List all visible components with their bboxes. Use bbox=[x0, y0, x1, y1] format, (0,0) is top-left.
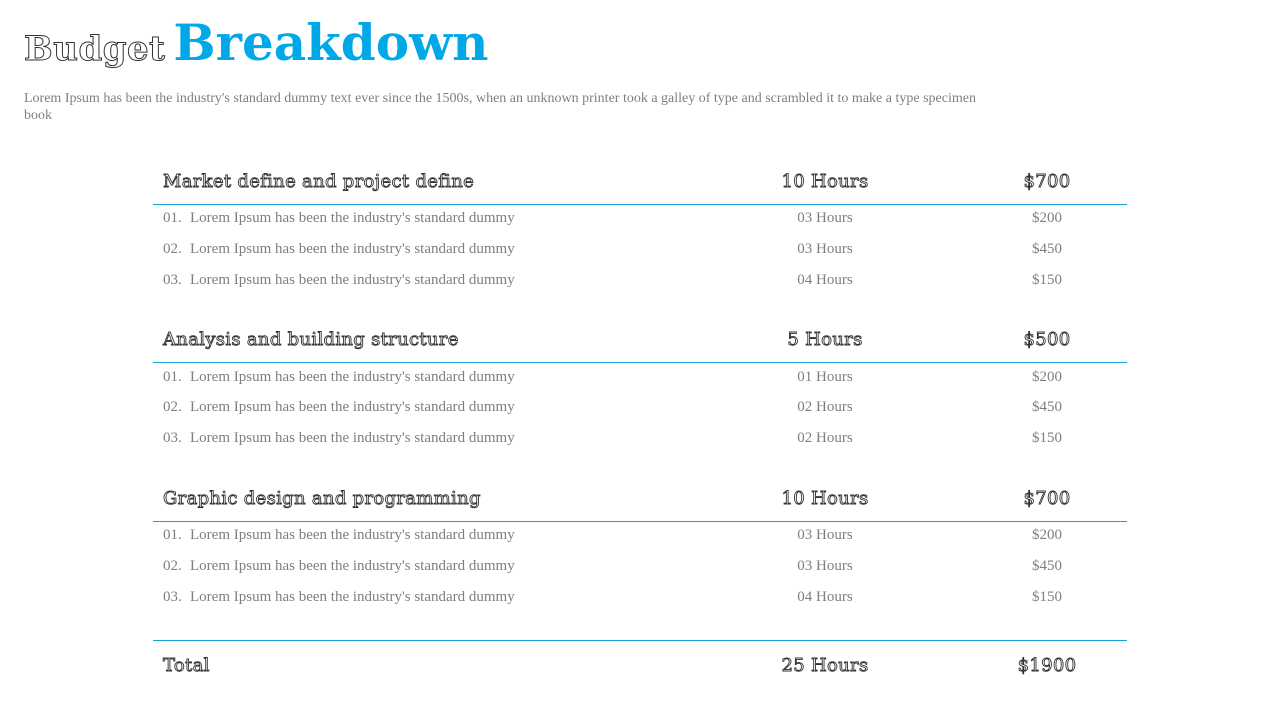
item-description: Lorem Ipsum has been the industry's standard dummy bbox=[190, 558, 515, 574]
item-description: Lorem Ipsum has been the industry's standard dummy bbox=[190, 210, 515, 226]
title-accent-word: Breakdown bbox=[173, 13, 489, 72]
section-cost: $500 bbox=[1023, 329, 1071, 350]
item-number: 03. bbox=[163, 430, 182, 446]
item-number: 02. bbox=[163, 558, 182, 574]
item-hours: 03 Hours bbox=[797, 210, 853, 226]
total-divider bbox=[153, 640, 1127, 641]
item-hours: 04 Hours bbox=[797, 589, 853, 605]
section-title: Market define and project define bbox=[163, 171, 475, 192]
item-hours: 03 Hours bbox=[797, 241, 853, 257]
item-number: 01. bbox=[163, 527, 182, 543]
item-number: 02. bbox=[163, 399, 182, 415]
item-description: Lorem Ipsum has been the industry's standard dummy bbox=[190, 430, 515, 446]
section-cost: $700 bbox=[1023, 488, 1071, 509]
section-title: Analysis and building structure bbox=[163, 329, 459, 350]
item-hours: 03 Hours bbox=[797, 527, 853, 543]
item-number: 01. bbox=[163, 210, 182, 226]
total-label: Total bbox=[163, 655, 210, 676]
item-hours: 04 Hours bbox=[797, 272, 853, 288]
item-description: Lorem Ipsum has been the industry's standard dummy bbox=[190, 369, 515, 385]
item-description: Lorem Ipsum has been the industry's standard dummy bbox=[190, 527, 515, 543]
item-cost: $150 bbox=[1032, 272, 1062, 288]
item-number: 03. bbox=[163, 589, 182, 605]
item-description: Lorem Ipsum has been the industry's standard dummy bbox=[190, 589, 515, 605]
item-cost: $450 bbox=[1032, 241, 1062, 257]
title-outline-word: Budget bbox=[24, 29, 166, 69]
item-cost: $450 bbox=[1032, 399, 1062, 415]
item-hours: 03 Hours bbox=[797, 558, 853, 574]
item-cost: $450 bbox=[1032, 558, 1062, 574]
section-hours: 10 Hours bbox=[781, 488, 869, 509]
item-description: Lorem Ipsum has been the industry's standard dummy bbox=[190, 399, 515, 415]
section-divider bbox=[153, 362, 1127, 363]
item-hours: 01 Hours bbox=[797, 369, 853, 385]
item-description: Lorem Ipsum has been the industry's standard dummy bbox=[190, 272, 515, 288]
page-title bbox=[24, 13, 489, 72]
item-number: 01. bbox=[163, 369, 182, 385]
section-title: Graphic design and programming bbox=[163, 488, 481, 509]
item-number: 03. bbox=[163, 272, 182, 288]
total-cost: $1900 bbox=[1017, 655, 1077, 676]
page-subtitle: Lorem Ipsum has been the industry's standard dummy text ever since the 1500s, when an unknown printer took a galley of type and scrambled it to make a type specimen book bbox=[24, 91, 976, 123]
item-hours: 02 Hours bbox=[797, 399, 853, 415]
item-cost: $150 bbox=[1032, 430, 1062, 446]
item-cost: $200 bbox=[1032, 210, 1062, 226]
section-hours: 10 Hours bbox=[781, 171, 869, 192]
total-hours: 25 Hours bbox=[781, 655, 869, 676]
item-cost: $200 bbox=[1032, 527, 1062, 543]
item-number: 02. bbox=[163, 241, 182, 257]
section-hours: 5 Hours bbox=[787, 329, 863, 350]
item-hours: 02 Hours bbox=[797, 430, 853, 446]
item-cost: $200 bbox=[1032, 369, 1062, 385]
section-divider bbox=[153, 521, 1127, 522]
item-cost: $150 bbox=[1032, 589, 1062, 605]
item-description: Lorem Ipsum has been the industry's standard dummy bbox=[190, 241, 515, 257]
section-cost: $700 bbox=[1023, 171, 1071, 192]
section-divider bbox=[153, 204, 1127, 205]
